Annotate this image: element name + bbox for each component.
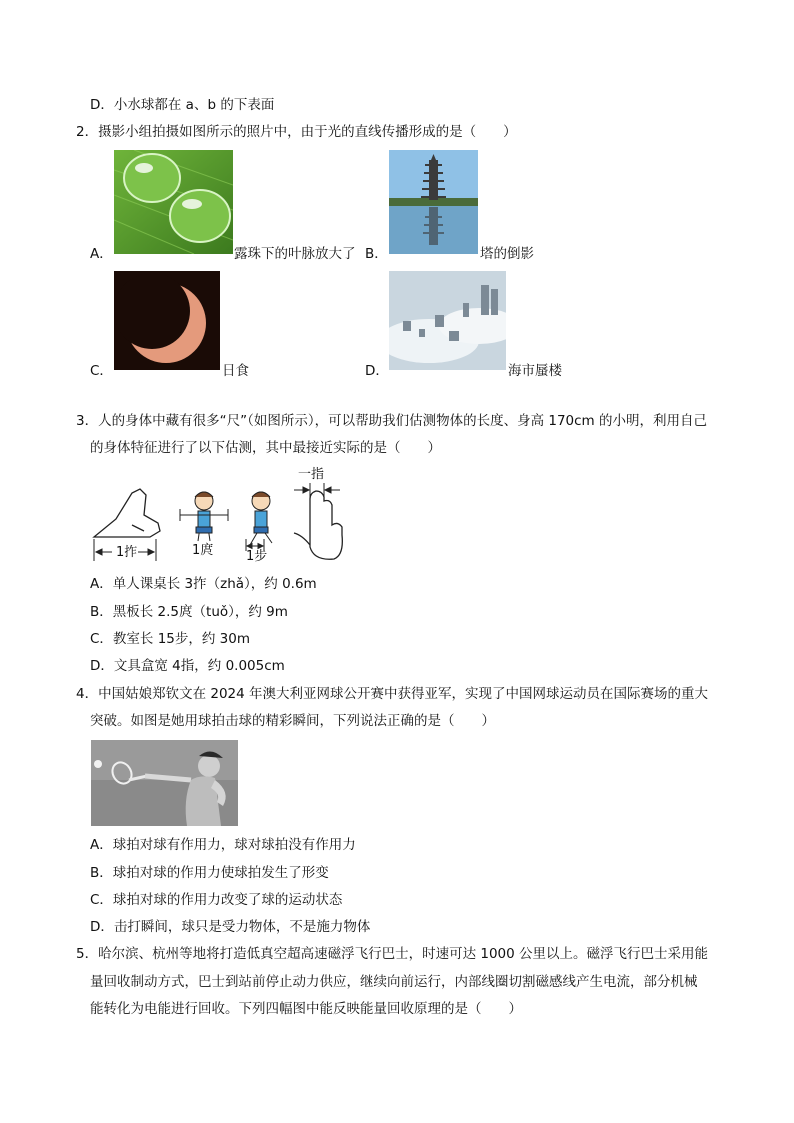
- q2-option-d-letter[interactable]: D．: [365, 363, 389, 379]
- q5-stem-line1: 5．哈尔滨、杭州等地将打造低真空超高速磁浮飞行巴士，时速可达 1000 公里以上。磁浮飞行巴士采用能: [76, 946, 709, 962]
- q3-option-c[interactable]: C．教室长 15步，约 30m: [90, 631, 251, 647]
- label-bu: 1步: [246, 549, 268, 564]
- q3-stem-line1: 3．人的身体中藏有很多“尺”（如图所示），可以帮助我们估测物体的长度、身高 170cm 的小明，利用自己: [76, 413, 707, 429]
- walking-step-drawing: [250, 492, 272, 545]
- label-zha: 1拃: [116, 545, 138, 560]
- hand-span-drawing: [94, 489, 160, 537]
- label-tuo: 1庹: [192, 543, 214, 558]
- dew-leaf-photo: [114, 150, 233, 254]
- label-zhi: 一指: [298, 467, 325, 482]
- q5-stem-line2: 量回收制动方式，巴士到站前停止动力供应，继续向前运行，内部线圈切割磁感线产生电流，部分机械: [90, 974, 698, 990]
- mirage-photo: [389, 271, 506, 370]
- q5-stem-line3: 能转化为电能进行回收。下列四幅图中能反映能量回收原理的是（ ）: [90, 1001, 522, 1017]
- q2-option-a-text[interactable]: 露珠下的叶脉放大了: [234, 246, 356, 262]
- q2-option-a-letter[interactable]: A．: [90, 246, 113, 262]
- tennis-player-photo: [91, 740, 238, 826]
- finger-drawing: [294, 491, 342, 559]
- solar-eclipse-photo: [114, 271, 220, 370]
- q2-option-c-letter[interactable]: C．: [90, 363, 113, 379]
- q3-option-b[interactable]: B．黑板长 2.5庹（tuǒ），约 9m: [90, 604, 288, 620]
- q4-stem-line2: 突破。如图是她用球拍击球的精彩瞬间，下列说法正确的是（ ）: [90, 713, 495, 729]
- q2-option-b-letter[interactable]: B．: [365, 246, 388, 262]
- arm-span-drawing: [180, 492, 228, 541]
- q3-stem-line2: 的身体特征进行了以下估测，其中最接近实际的是（ ）: [90, 440, 441, 456]
- q2-option-b-text[interactable]: 塔的倒影: [480, 246, 534, 262]
- q1-option-d[interactable]: D．小水球都在 a、b 的下表面: [90, 97, 275, 113]
- q4-option-d[interactable]: D．击打瞬间，球只是受力物体，不是施力物体: [90, 919, 371, 935]
- body-ruler-figure: [88, 465, 348, 565]
- q4-stem-line1: 4．中国姑娘郑钦文在 2024 年澳大利亚网球公开赛中获得亚军，实现了中国网球运动员在国际赛场的重大: [76, 686, 709, 702]
- q4-option-b[interactable]: B．球拍对球的作用力使球拍发生了形变: [90, 865, 329, 881]
- q4-option-c[interactable]: C．球拍对球的作用力改变了球的运动状态: [90, 892, 343, 908]
- q3-option-d[interactable]: D．文具盒宽 4指，约 0.005cm: [90, 658, 285, 674]
- pagoda-reflection-photo: [389, 150, 478, 254]
- q2-option-c-text[interactable]: 日食: [222, 363, 249, 379]
- q2-stem: 2．摄影小组拍摄如图所示的照片中，由于光的直线传播形成的是（ ）: [76, 124, 517, 140]
- q2-option-d-text[interactable]: 海市蜃楼: [508, 363, 562, 379]
- q3-option-a[interactable]: A．单人课桌长 3拃（zhǎ），约 0.6m: [90, 576, 317, 592]
- q4-option-a[interactable]: A．球拍对球有作用力，球对球拍没有作用力: [90, 837, 356, 853]
